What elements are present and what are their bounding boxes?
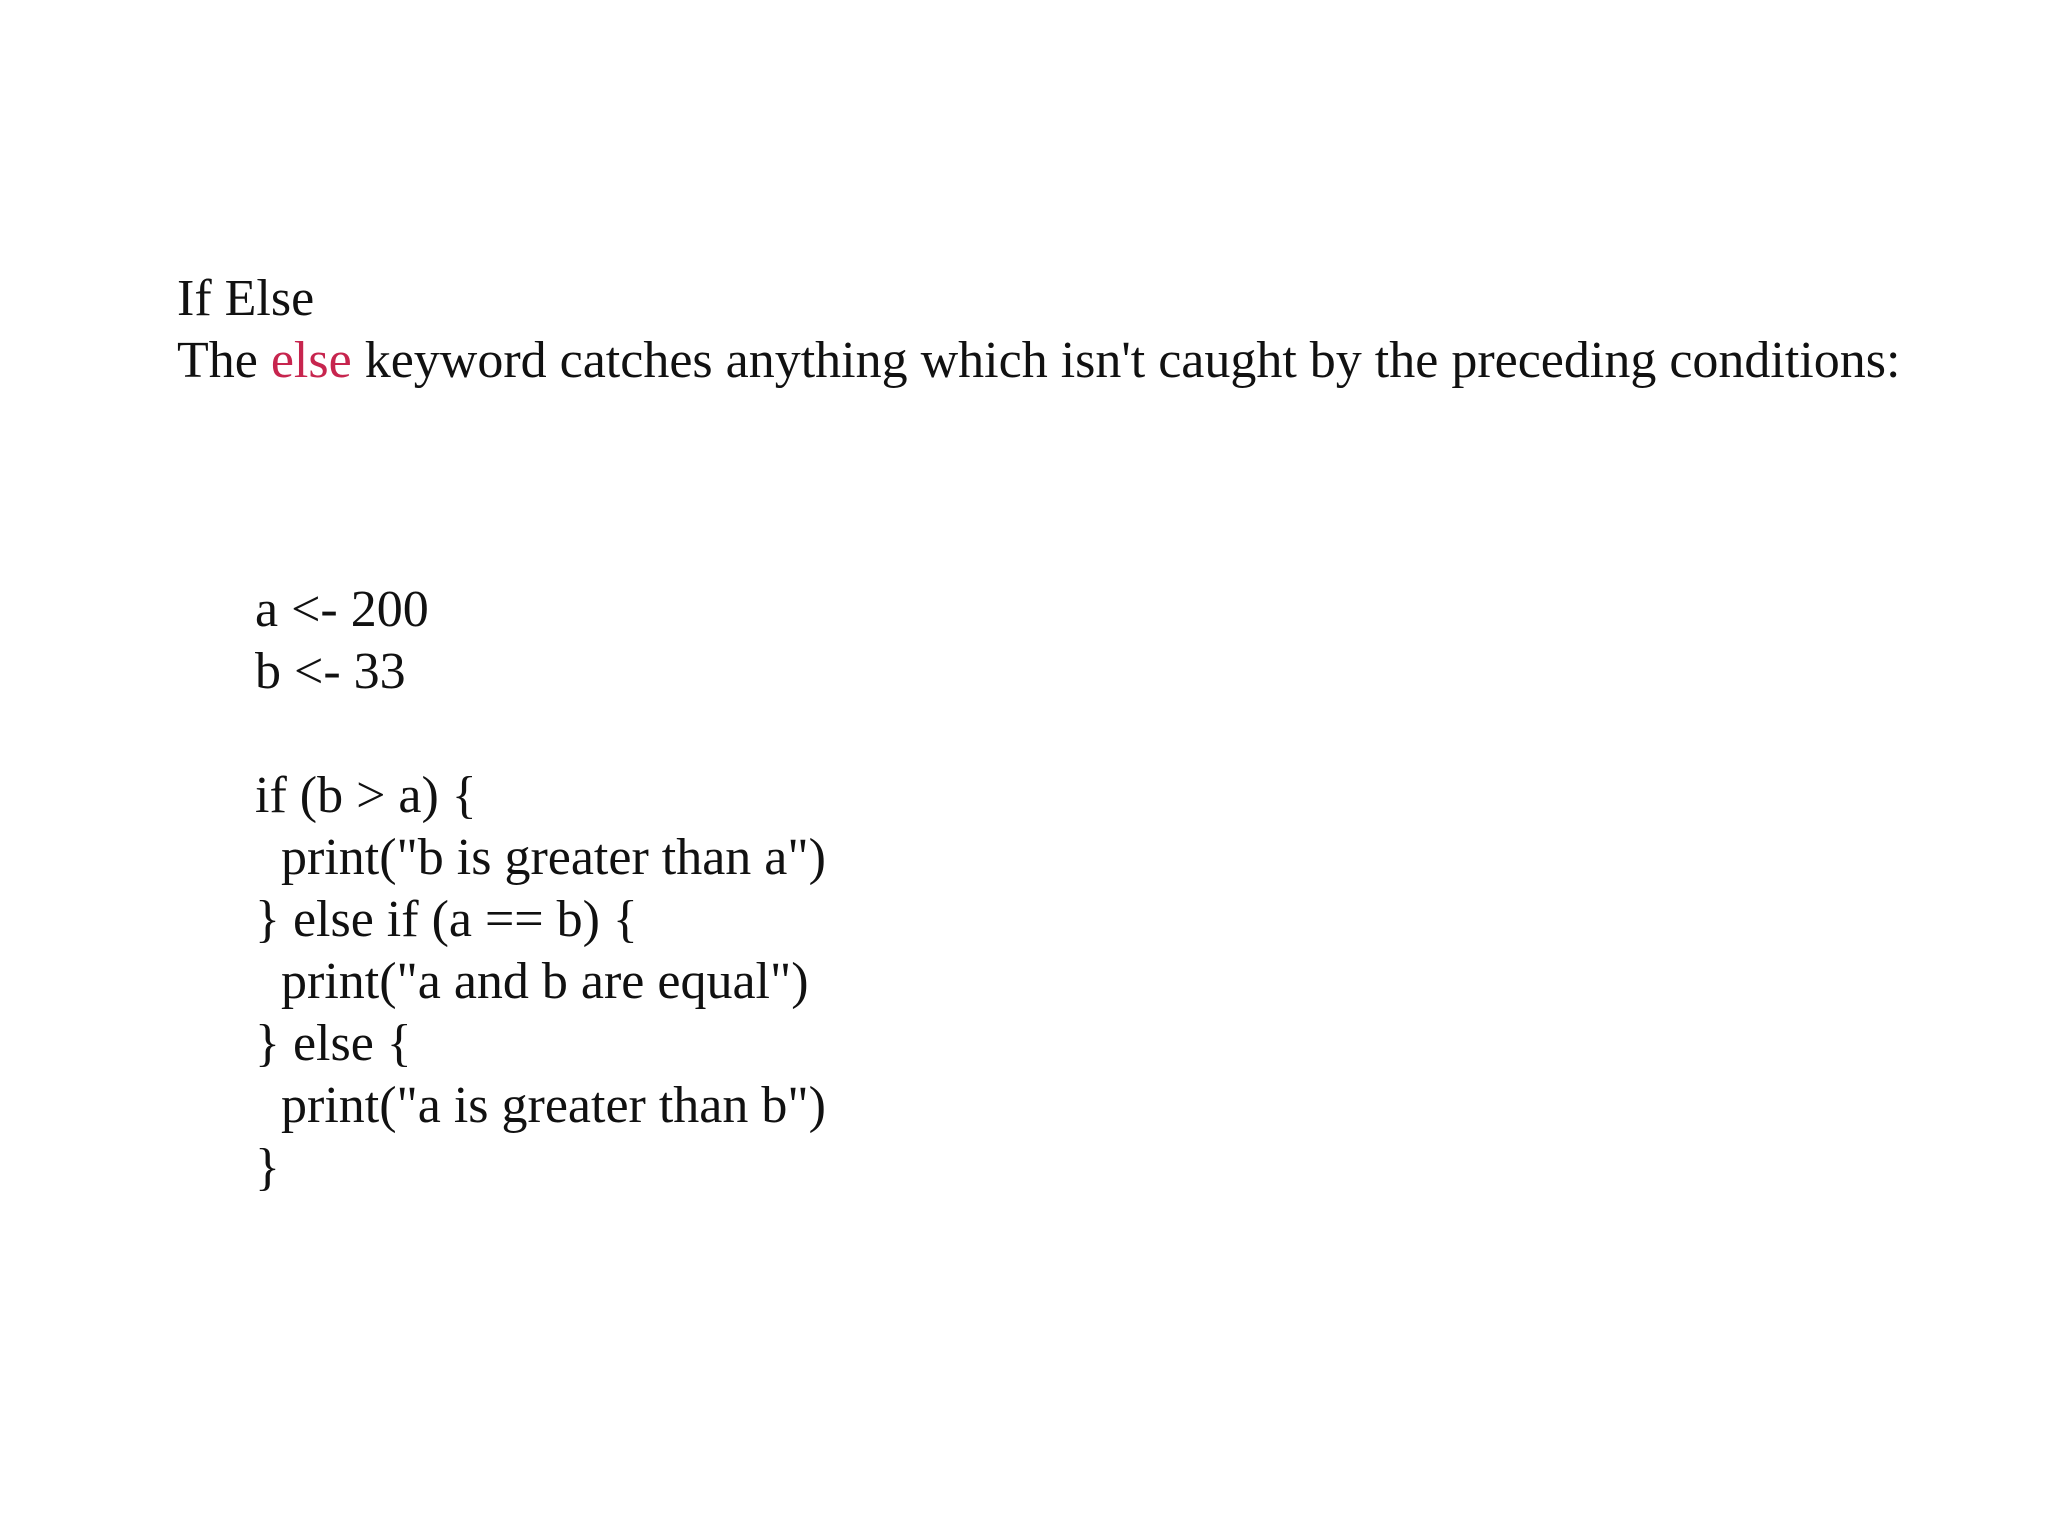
- intro-paragraph: [177, 330, 1900, 392]
- code-block: [255, 579, 826, 1199]
- page-title: If Else: [177, 270, 315, 327]
- code-line: b <- 33: [255, 643, 406, 700]
- code-line: print("b is greater than a"): [255, 829, 826, 886]
- intro-text-before: The: [177, 332, 271, 389]
- code-line: [255, 703, 826, 765]
- code-line: a <- 200: [255, 581, 429, 638]
- else-keyword: else: [270, 332, 352, 389]
- code-line: print("a and b are equal"): [255, 953, 809, 1010]
- code-line: } else if (a == b) {: [255, 891, 638, 948]
- code-line: if (b > a) {: [255, 767, 477, 824]
- code-line: print("a is greater than b"): [255, 1077, 826, 1134]
- code-line: } else {: [255, 1015, 412, 1072]
- intro-text-after: keyword catches anything which isn't caught by the preceding conditions:: [351, 332, 1901, 389]
- code-line: }: [255, 1139, 280, 1196]
